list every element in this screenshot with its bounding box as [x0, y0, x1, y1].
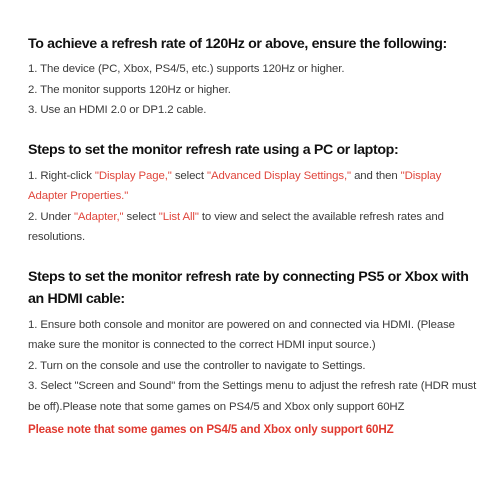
console-step-3: 3. Select "Screen and Sound" from the Settings menu to adjust the refresh rate (HDR must be off).Please note that some games on PS4/5 and Xbox only support 60HZ — [28, 380, 477, 413]
advanced-display-settings-highlight: "Advanced Display Settings," — [207, 169, 351, 182]
requirement-item-3: 3. Use an HDMI 2.0 or DP1.2 cable. — [28, 104, 207, 116]
compatibility-notice: Please note that some games on PS4/5 and Xbox only support 60HZ — [28, 423, 394, 436]
console-step-2: 2. Turn on the console and use the controller to navigate to Settings. — [28, 359, 366, 372]
requirement-item-1: 1. The device (PC, Xbox, PS4/5, etc.) supports 120Hz or higher. — [28, 63, 345, 75]
pc-step-1-text-b: select — [171, 169, 208, 182]
adapter-highlight: "Adapter," — [73, 210, 124, 223]
console-step-1: 1. Ensure both console and monitor are powered on and connected via HDMI. (Please make sure the monitor is connected to the correct HDMI input source.) — [28, 318, 455, 351]
instructions-document — [28, 34, 480, 439]
pc-steps-list — [28, 166, 480, 248]
display-adapter-properties-highlight: "Display Adapter Properties." — [28, 169, 442, 202]
pc-steps-heading: Steps to set the monitor refresh rate using a PC or laptop: — [28, 141, 399, 158]
list-all-highlight: "List All" — [158, 210, 199, 223]
requirement-item-2: 2. The monitor supports 120Hz or higher. — [28, 83, 231, 96]
requirements-list — [28, 59, 480, 121]
pc-step-2-text-b: select — [123, 210, 159, 223]
console-steps-heading: Steps to set the monitor refresh rate by connecting PS5 or Xbox with an HDMI cable: — [28, 268, 469, 307]
pc-step-1 — [28, 166, 480, 207]
requirements-heading: To achieve a refresh rate of 120Hz or above, ensure the following: — [28, 36, 447, 52]
pc-step-2-text-a: 2. Under — [28, 210, 74, 223]
console-steps-list — [28, 315, 480, 418]
display-page-highlight: "Display Page," — [94, 169, 172, 182]
pc-step-1-text-c: and then — [351, 169, 401, 182]
pc-step-1-text-a: 1. Right-click — [28, 169, 95, 182]
pc-step-2-text-c: to view and select the available refresh rates and resolutions. — [28, 210, 444, 243]
pc-step-2 — [28, 207, 480, 248]
